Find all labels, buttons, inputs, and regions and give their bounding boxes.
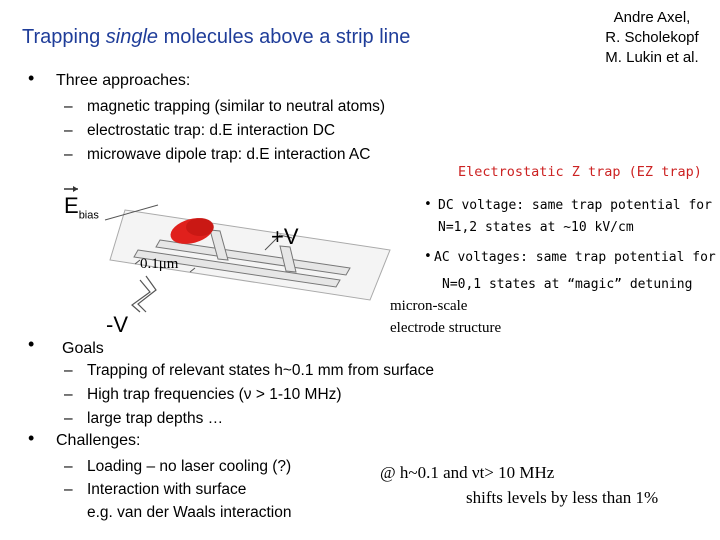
dash: – (64, 122, 73, 139)
challenges-heading: Challenges: (56, 432, 141, 449)
note-line1: @ h~0.1 and νt> 10 MHz (380, 463, 555, 482)
list-item: High trap frequencies (ν > 1-10 MHz) (87, 386, 342, 403)
list-item: microwave dipole trap: d.E interaction AC (87, 146, 371, 163)
list-item: magnetic trapping (similar to neutral atoms) (87, 98, 386, 115)
minus-v-label: -V (106, 312, 128, 337)
dash: – (64, 362, 73, 379)
dash: – (64, 410, 73, 427)
title-prefix: Trapping (22, 26, 106, 48)
author-line: M. Lukin et al. (605, 49, 699, 66)
e-bias-main: E (64, 193, 79, 218)
molecule-cloud-core (186, 218, 214, 236)
bullet: • (28, 334, 35, 354)
author-line: R. Scholekopf (605, 29, 699, 46)
title-italic: single (105, 26, 159, 48)
note-line2: shifts levels by less than 1% (466, 488, 659, 507)
goals-heading: Goals (62, 340, 104, 357)
page-title (22, 26, 410, 49)
dash: – (64, 386, 73, 403)
dash: – (64, 481, 73, 498)
title-suffix: molecules above a strip line (158, 26, 411, 48)
ez-dc-line2: N=1,2 states at ~10 kV/cm (438, 220, 634, 235)
ez-ac-line2: N=0,1 states at “magic” detuning (442, 277, 693, 292)
ez-bullet: • (424, 197, 432, 212)
ez-dc-line1: DC voltage: same trap potential for (438, 198, 712, 213)
e-bias-arrowhead (73, 186, 78, 192)
authors (588, 8, 716, 68)
ez-trap-title: Electrostatic Z trap (EZ trap) (458, 164, 702, 180)
bullet: • (28, 428, 35, 448)
list-item: electrostatic trap: d.E interaction DC (87, 122, 336, 139)
scale-label: 0.1μm (140, 256, 179, 272)
bullet: • (28, 68, 35, 88)
ez-bullet: • (424, 249, 432, 264)
figure-caption-line2: electrode structure (390, 320, 502, 336)
author-line: Andre Axel, (613, 9, 691, 26)
list-item: Interaction with surface (87, 481, 247, 498)
dash: – (64, 146, 73, 163)
ez-ac-line1: AC voltages: same trap potential for (434, 250, 716, 265)
list-item: Loading – no laser cooling (?) (87, 458, 292, 475)
e-bias-label (64, 193, 99, 221)
challenges-extra: e.g. van der Waals interaction (87, 504, 292, 521)
e-bias-sub: bias (78, 209, 99, 222)
dash: – (64, 98, 73, 115)
list-item: Trapping of relevant states h~0.1 mm from surface (87, 362, 435, 379)
dash: – (64, 458, 73, 475)
section1-heading: Three approaches: (56, 72, 191, 89)
plus-v-label: +V (271, 224, 299, 249)
list-item: large trap depths … (87, 410, 224, 427)
figure-caption-line1: micron-scale (390, 298, 468, 314)
